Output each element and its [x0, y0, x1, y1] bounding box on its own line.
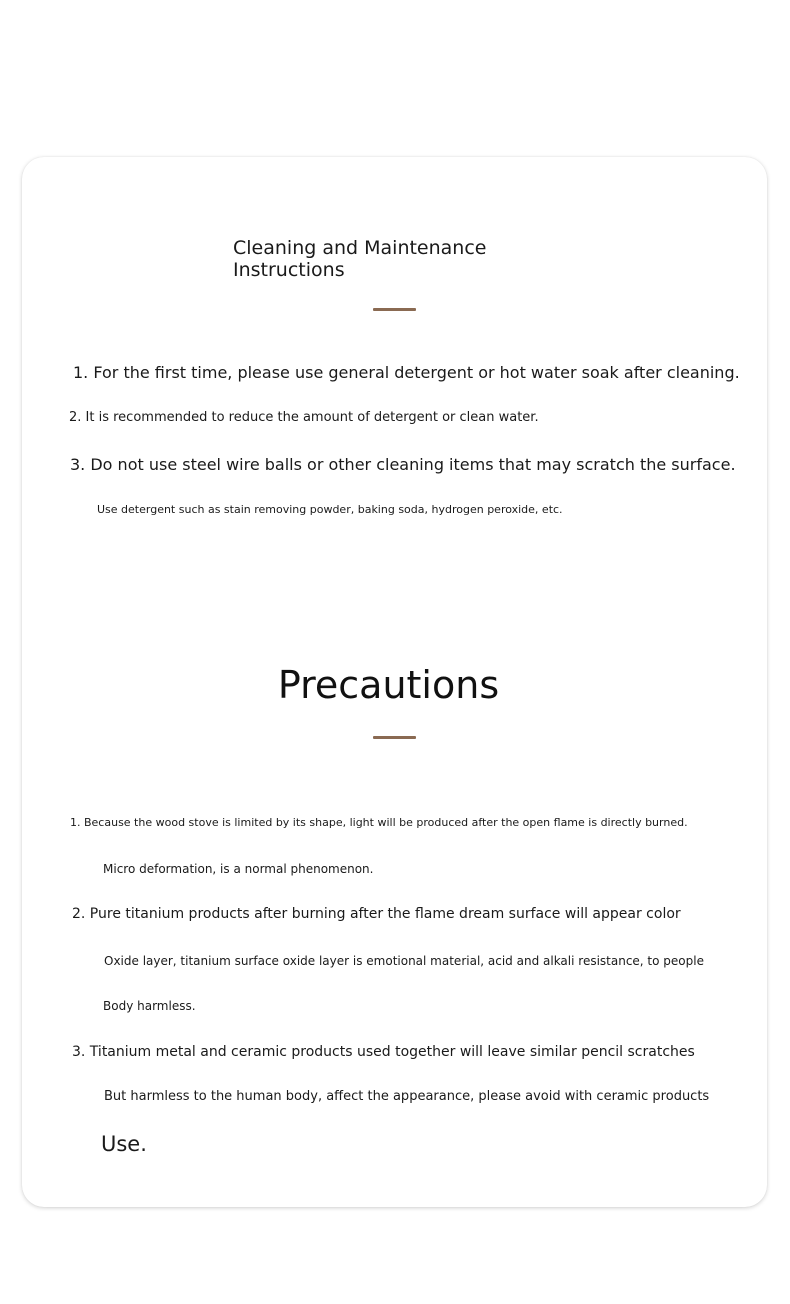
precaution-line-8: Use. [101, 1132, 147, 1156]
content-card [22, 157, 767, 1207]
cleaning-item-4: Use detergent such as stain removing powder, baking soda, hydrogen peroxide, etc. [97, 503, 563, 516]
precautions-title-divider [373, 736, 416, 739]
precaution-line-2: Micro deformation, is a normal phenomenon. [103, 862, 374, 876]
precaution-line-3: 2. Pure titanium products after burning after the flame dream surface will appear color [72, 906, 681, 922]
cleaning-title-divider [373, 308, 416, 311]
precautions-title: Precautions [277, 663, 500, 707]
cleaning-title: Cleaning and Maintenance Instructions [233, 237, 487, 281]
cleaning-item-1: 1. For the first time, please use general detergent or hot water soak after cleaning. [73, 363, 740, 382]
precaution-line-5: Body harmless. [103, 999, 196, 1013]
precaution-line-4: Oxide layer, titanium surface oxide layer is emotional material, acid and alkali resistance, to people [104, 954, 704, 968]
precaution-line-7: But harmless to the human body, affect the appearance, please avoid with ceramic products [104, 1089, 710, 1104]
cleaning-item-3: 3. Do not use steel wire balls or other cleaning items that may scratch the surface. [70, 455, 736, 474]
cleaning-item-2: 2. It is recommended to reduce the amount of detergent or clean water. [69, 410, 539, 425]
precaution-line-1: 1. Because the wood stove is limited by its shape, light will be produced after the open flame is directly burned. [70, 816, 688, 829]
precaution-line-6: 3. Titanium metal and ceramic products used together will leave similar pencil scratches [72, 1044, 695, 1060]
